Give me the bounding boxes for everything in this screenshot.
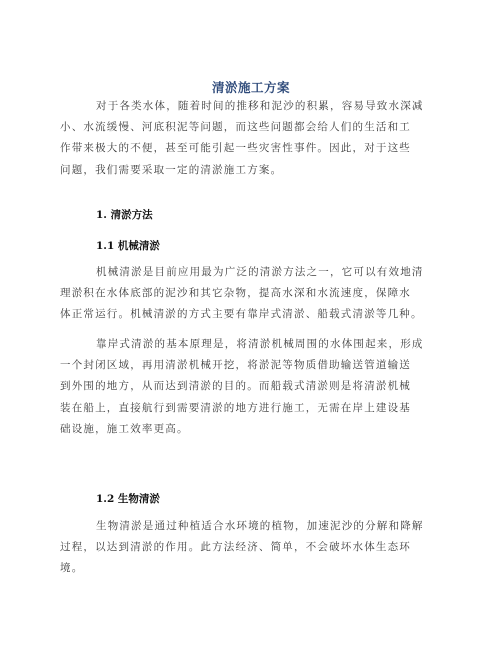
mech2-line-1: 靠岸式清淤的基本原理是，将清淤机械周围的水体围起来，形成 bbox=[96, 338, 424, 350]
bio-line-2: 过程，以达到清淤的作用。此方法经济、简单，不会破坏水体生态环 bbox=[60, 541, 411, 554]
mech2-line-3: 到外围的地方，从而达到清淤的目的。而船载式清淤则是将清淤机械 bbox=[60, 380, 411, 393]
mech2-line-4: 装在船上，直接航行到需要清淤的地方进行施工，无需在岸上建设基 bbox=[60, 401, 411, 414]
mech2-line-2: 一个封闭区域，再用清淤机械开挖，将淤泥等物质借助输送管道输送 bbox=[60, 359, 411, 372]
section-1-2-heading: 1.2 生物清淤 bbox=[96, 493, 160, 505]
mechanical-paragraph-2 bbox=[60, 334, 440, 440]
document-title: 清淤施工方案 bbox=[211, 80, 290, 95]
section-1-1-heading: 1.1 机械清淤 bbox=[96, 240, 160, 252]
mech1-line-2: 理淤积在水体底部的泥沙和其它杂物，提高水深和水流速度，保障水 bbox=[60, 287, 411, 300]
mech1-line-3: 体正常运行。机械清淤的方式主要有靠岸式清淤、船载式清淤等几种。 bbox=[60, 308, 423, 321]
bio-line-1: 生物清淤是通过种植适合水环境的植物，加速泥沙的分解和降解 bbox=[96, 520, 424, 532]
section-1-heading: 1. 清淤方法 bbox=[96, 209, 153, 221]
mechanical-paragraph-1 bbox=[60, 262, 440, 326]
mech1-line-1: 机械清淤是目前应用最为广泛的清淤方法之一，它可以有效地清 bbox=[96, 266, 424, 278]
bio-line-3: 境。 bbox=[60, 562, 84, 575]
intro-line-2: 小、水流缓慢、河底积泥等问题，而这些问题都会给人们的生活和工 bbox=[60, 121, 411, 134]
intro-line-1: 对于各类水体，随着时间的推移和泥沙的积累，容易导致水深减 bbox=[96, 100, 424, 112]
biological-paragraph bbox=[60, 516, 440, 580]
intro-line-4: 问题，我们需要采取一定的清淤施工方案。 bbox=[60, 163, 283, 176]
intro-paragraph bbox=[60, 96, 440, 181]
mech2-line-5: 础设施，施工效率更高。 bbox=[60, 422, 189, 435]
intro-line-3: 作带来极大的不便，甚至可能引起一些灾害性事件。因此，对于这些 bbox=[60, 142, 411, 155]
